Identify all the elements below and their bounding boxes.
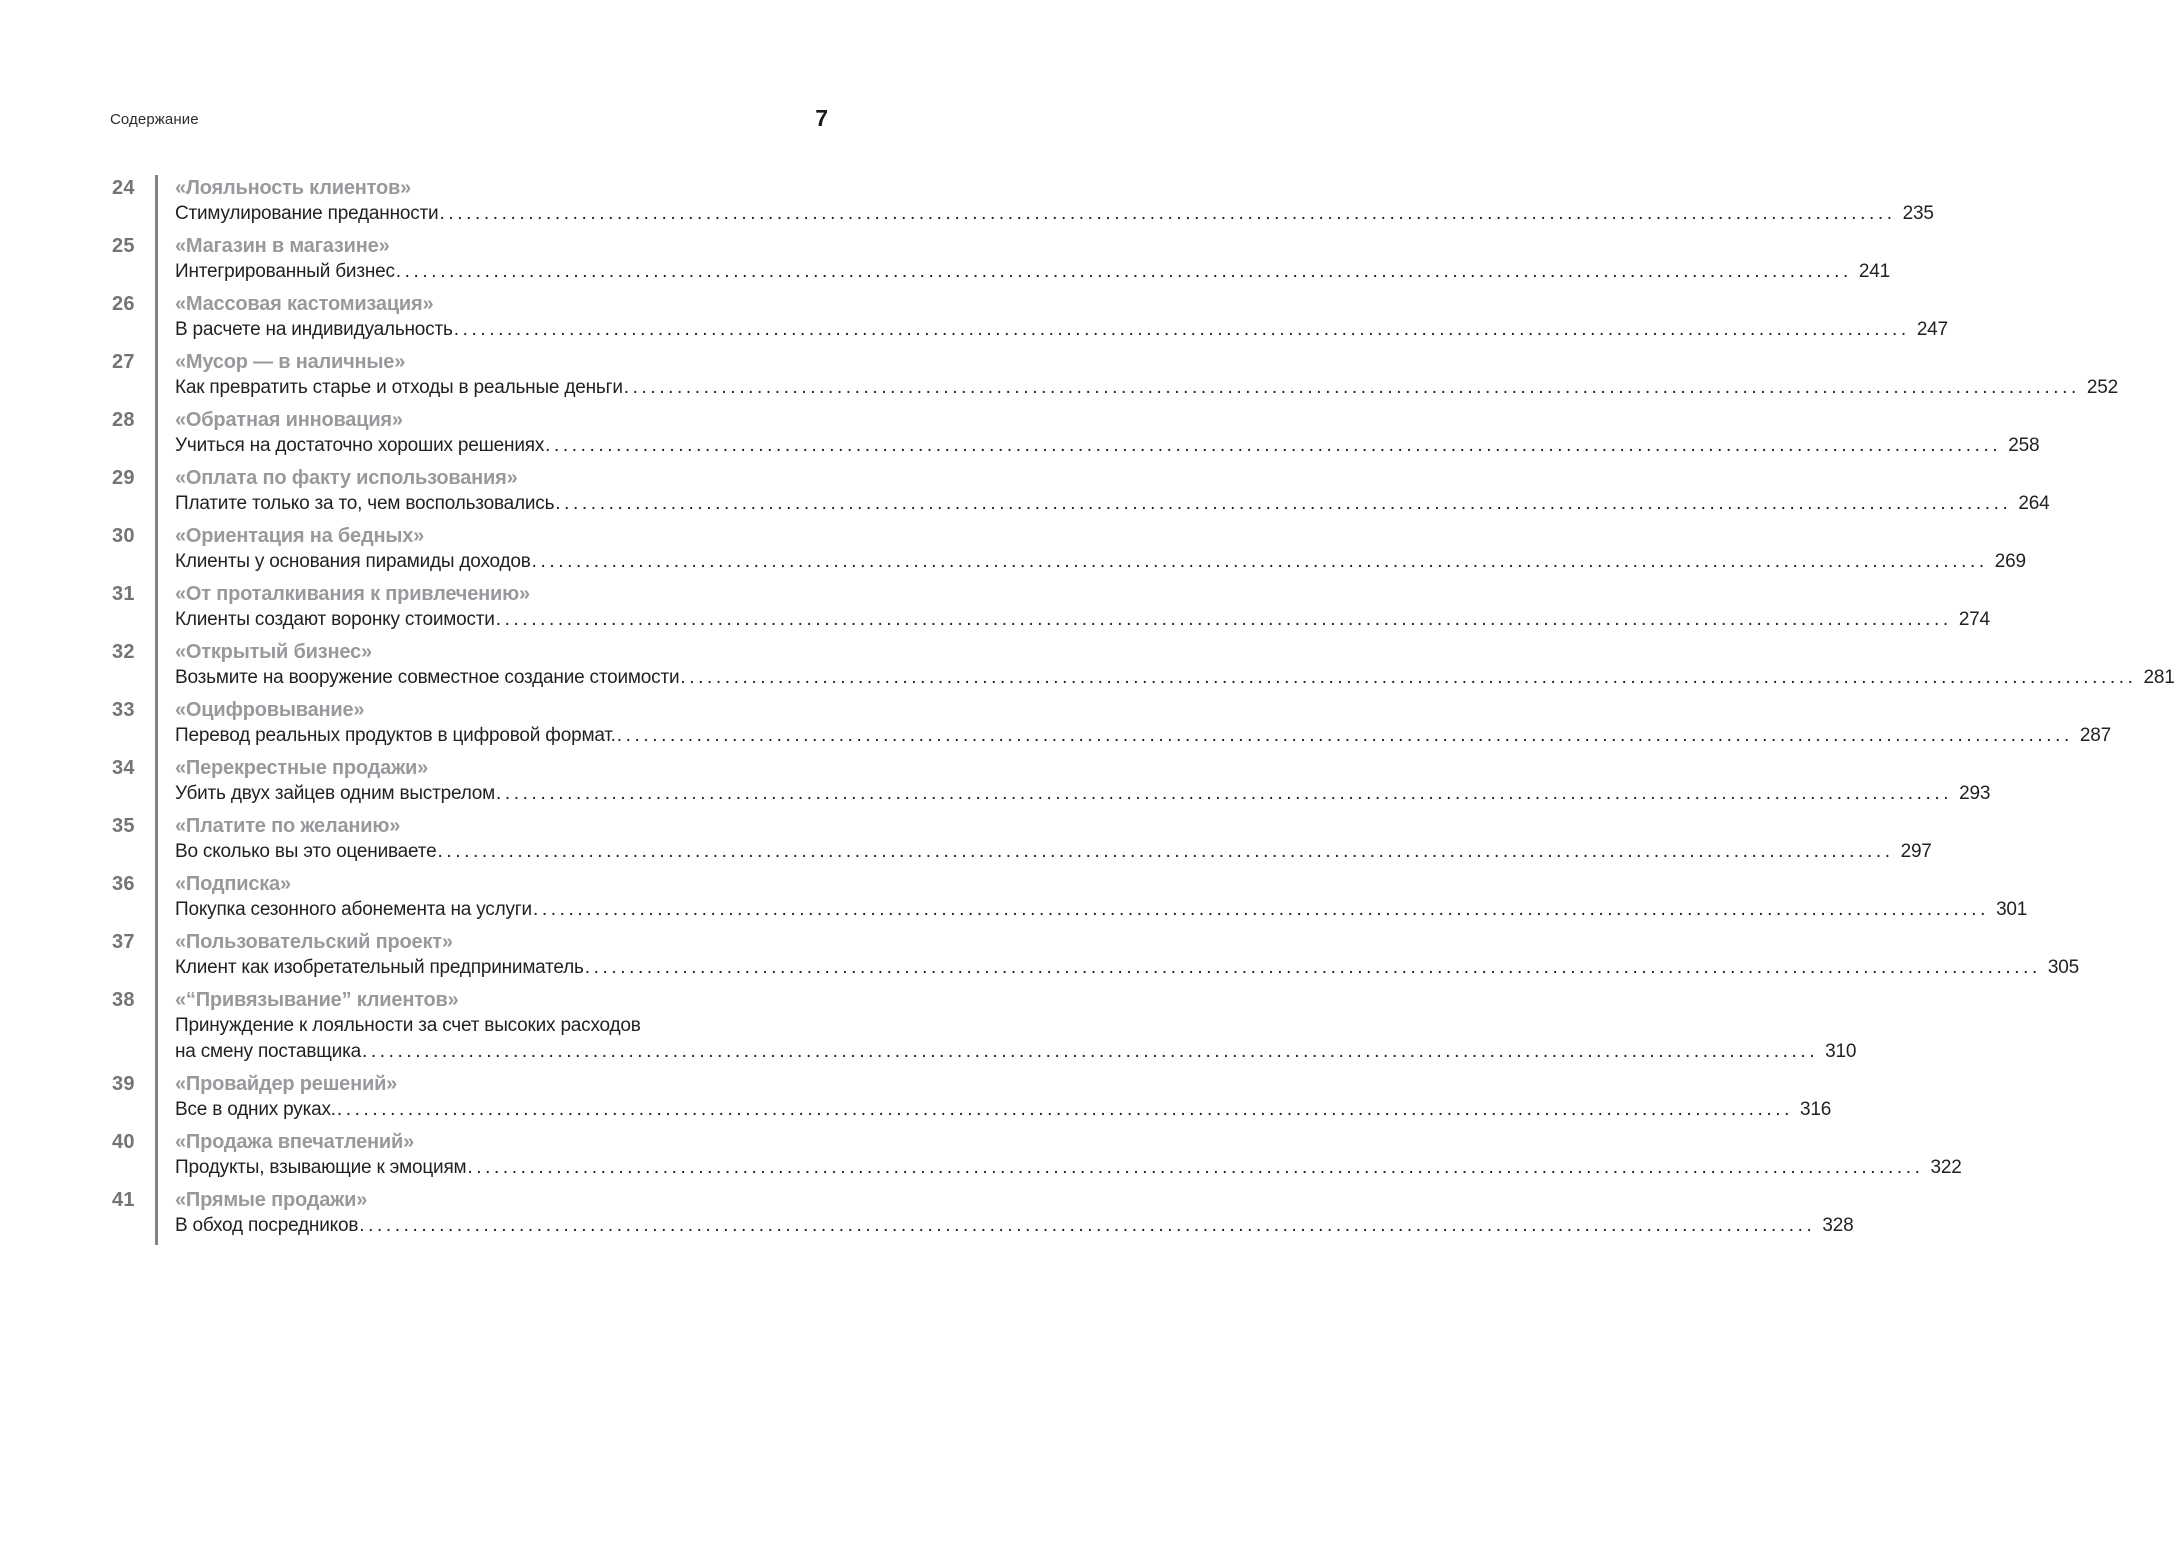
page-number: 7 [815, 105, 828, 131]
toc-entry-body [155, 1187, 1853, 1245]
toc-entry [112, 1071, 1832, 1129]
chapter-subtitle: В обход посредников [175, 1215, 359, 1236]
dot-leader [337, 1097, 1793, 1123]
page-header [110, 105, 828, 133]
chapter-subtitle: Стимулирование преданности [175, 203, 439, 224]
chapter-subtitle: Возьмите на вооружение совместное создание стоимости [175, 667, 680, 688]
chapter-page-number: 269 [1994, 551, 2026, 572]
chapter-subtitle: В расчете на индивидуальность [175, 319, 453, 340]
chapter-subtitle-row [175, 259, 1890, 285]
chapter-number: 32 [112, 641, 135, 663]
toc-entry-body [155, 755, 1990, 813]
toc-entry [112, 1187, 1854, 1245]
chapter-subtitle: Убить двух зайцев одним выстрелом [175, 783, 496, 804]
chapter-title: «Платите по желанию» [175, 815, 401, 837]
chapter-number: 30 [112, 525, 135, 547]
toc-entry [112, 929, 2079, 987]
running-title: Содержание [110, 111, 199, 128]
chapter-subtitle: Перевод реальных продуктов в цифровой формат. [175, 725, 616, 746]
dot-leader [532, 549, 1988, 575]
dot-leader [545, 433, 2001, 459]
dot-leader [617, 723, 2073, 749]
toc-entry-body [155, 465, 2050, 523]
chapter-title: «Оплата по факту использования» [175, 467, 518, 489]
chapter-subtitle-line: Принуждение к лояльности за счет высоких расходов [175, 1015, 641, 1036]
chapter-title: «Обратная инновация» [175, 409, 403, 431]
toc-entry-body [155, 407, 2039, 465]
chapter-title: «Прямые продажи» [175, 1189, 368, 1211]
toc-entry [112, 813, 1932, 871]
toc-entry-body [155, 697, 2111, 755]
chapter-title: «Магазин в магазине» [175, 235, 390, 257]
toc-entry [112, 1129, 1962, 1187]
chapter-page-number: 301 [1996, 899, 2028, 920]
chapter-subtitle: Клиенты у основания пирамиды доходов [175, 551, 531, 572]
toc-entry [112, 697, 2111, 755]
chapter-title: «Оцифровывание» [175, 699, 365, 721]
chapter-page-number: 274 [1958, 609, 1990, 630]
chapter-title: «Провайдер решений» [175, 1073, 398, 1095]
chapter-number: 25 [112, 235, 135, 257]
chapter-number: 36 [112, 873, 135, 895]
chapter-subtitle: Учиться на достаточно хороших решениях [175, 435, 545, 456]
toc-entry [112, 987, 1857, 1071]
toc-entry-body [155, 291, 1948, 349]
chapter-number: 40 [112, 1131, 135, 1153]
chapter-title: «Мусор — в наличные» [175, 351, 406, 373]
chapter-page-number: 293 [1959, 783, 1991, 804]
chapter-page-number: 252 [2086, 377, 2118, 398]
toc-entry [112, 465, 2050, 523]
chapter-subtitle: Платите только за то, чем воспользовались [175, 493, 555, 514]
toc-entry [112, 581, 1990, 639]
chapter-title: «“Привязывание” клиентов» [175, 989, 459, 1011]
toc-entry-body [155, 581, 1990, 639]
chapter-subtitle: Продукты, взывающие к эмоциям [175, 1157, 467, 1178]
toc-entry-body [155, 813, 1932, 871]
chapter-subtitle-row [175, 1213, 1853, 1239]
chapter-subtitle-row [175, 491, 2050, 517]
dot-leader [585, 955, 2041, 981]
chapter-number: 27 [112, 351, 135, 373]
toc-entry-body [155, 871, 2027, 929]
toc-entry [112, 175, 1934, 233]
chapter-number: 35 [112, 815, 135, 837]
chapter-number: 29 [112, 467, 135, 489]
chapter-title: «Подписка» [175, 873, 291, 895]
chapter-number: 24 [112, 177, 135, 199]
chapter-subtitle-row [175, 839, 1932, 865]
chapter-page-number: 264 [2018, 493, 2050, 514]
chapter-page-number: 235 [1902, 203, 1934, 224]
chapter-subtitle-row [175, 723, 2111, 749]
toc-entry-body [155, 987, 1856, 1071]
chapter-title: «Пользовательский проект» [175, 931, 453, 953]
chapter-subtitle-row [175, 317, 1948, 343]
chapter-page-number: 247 [1916, 319, 1948, 340]
chapter-subtitle: Покупка сезонного абонемента на услуги [175, 899, 532, 920]
chapter-title: «Перекрестные продажи» [175, 757, 429, 779]
dot-leader [396, 259, 1852, 285]
toc-entry [112, 755, 1991, 813]
chapter-subtitle: Клиенты создают воронку стоимости [175, 609, 495, 630]
chapter-page-number: 287 [2079, 725, 2111, 746]
chapter-subtitle-row [175, 1097, 1831, 1123]
chapter-subtitle: Как превратить старье и отходы в реальные деньги [175, 377, 623, 398]
dot-leader [496, 607, 1952, 633]
dot-leader [454, 317, 1910, 343]
dot-leader [496, 781, 1952, 807]
chapter-page-number: 305 [2047, 957, 2079, 978]
chapter-number: 33 [112, 699, 135, 721]
chapter-title: «Открытый бизнес» [175, 641, 372, 663]
toc-entry-body [155, 639, 2175, 697]
dot-leader [439, 201, 1895, 227]
dot-leader [467, 1155, 1923, 1181]
chapter-subtitle: на смену поставщика [175, 1041, 361, 1062]
toc-entry-body [155, 929, 2079, 987]
chapter-title: «Лояльность клиентов» [175, 177, 412, 199]
chapter-number: 26 [112, 293, 135, 315]
chapter-subtitle: Все в одних руках. [175, 1099, 336, 1120]
chapter-number: 37 [112, 931, 135, 953]
chapter-subtitle-row [175, 781, 1990, 807]
chapter-title: «От проталкивания к привлечению» [175, 583, 530, 605]
chapter-number: 34 [112, 757, 135, 779]
table-of-contents [112, 175, 2175, 1245]
toc-entry [112, 523, 2026, 581]
chapter-title: «Массовая кастомизация» [175, 293, 434, 315]
chapter-subtitle-row [175, 433, 2039, 459]
toc-entry-body [155, 523, 2026, 581]
chapter-subtitle-row [175, 201, 1934, 227]
chapter-page-number: 316 [1799, 1099, 1832, 1120]
toc-entry-body [155, 349, 2118, 407]
dot-leader [437, 839, 1893, 865]
toc-entry-body [155, 233, 1890, 291]
chapter-subtitle-row [175, 1155, 1962, 1181]
chapter-subtitle: Клиент как изобретательный предприниматель [175, 957, 584, 978]
toc-entry [112, 349, 2118, 407]
chapter-page-number: 322 [1930, 1157, 1962, 1178]
dot-leader [680, 665, 2136, 691]
toc-entry-body [155, 1071, 1831, 1129]
chapter-number: 38 [112, 989, 135, 1011]
dot-leader [533, 897, 1989, 923]
toc-entry-body [155, 1129, 1962, 1187]
chapter-subtitle: Во сколько вы это оцениваете [175, 841, 437, 862]
chapter-subtitle-row [175, 897, 2027, 923]
chapter-page-number: 310 [1825, 1041, 1857, 1062]
chapter-page-number: 258 [2008, 435, 2040, 456]
chapter-page-number: 281 [2143, 667, 2175, 688]
chapter-title: «Продажа впечатлений» [175, 1131, 415, 1153]
chapter-subtitle-row [175, 955, 2079, 981]
toc-entry-body [155, 175, 1934, 233]
chapter-title: «Ориентация на бедных» [175, 525, 425, 547]
toc-entry [112, 407, 2040, 465]
chapter-subtitle-row [175, 1039, 1856, 1065]
chapter-number: 39 [112, 1073, 135, 1095]
chapter-page-number: 241 [1858, 261, 1891, 282]
chapter-number: 28 [112, 409, 135, 431]
toc-entry [112, 639, 2175, 697]
chapter-subtitle-row [175, 665, 2175, 691]
toc-entry [112, 871, 2028, 929]
chapter-subtitle-row [175, 549, 2026, 575]
chapter-page-number: 297 [1900, 841, 1932, 862]
toc-entry [112, 291, 1948, 349]
chapter-subtitle: Интегрированный бизнес [175, 261, 395, 282]
dot-leader [555, 491, 2011, 517]
chapter-subtitle-row [175, 607, 1990, 633]
chapter-page-number: 328 [1822, 1215, 1854, 1236]
chapter-number: 31 [112, 583, 135, 605]
chapter-number: 41 [112, 1189, 135, 1211]
toc-entry [112, 233, 1891, 291]
dot-leader [359, 1213, 1815, 1239]
dot-leader [624, 375, 2080, 401]
chapter-subtitle-row [175, 375, 2118, 401]
dot-leader [362, 1039, 1818, 1065]
